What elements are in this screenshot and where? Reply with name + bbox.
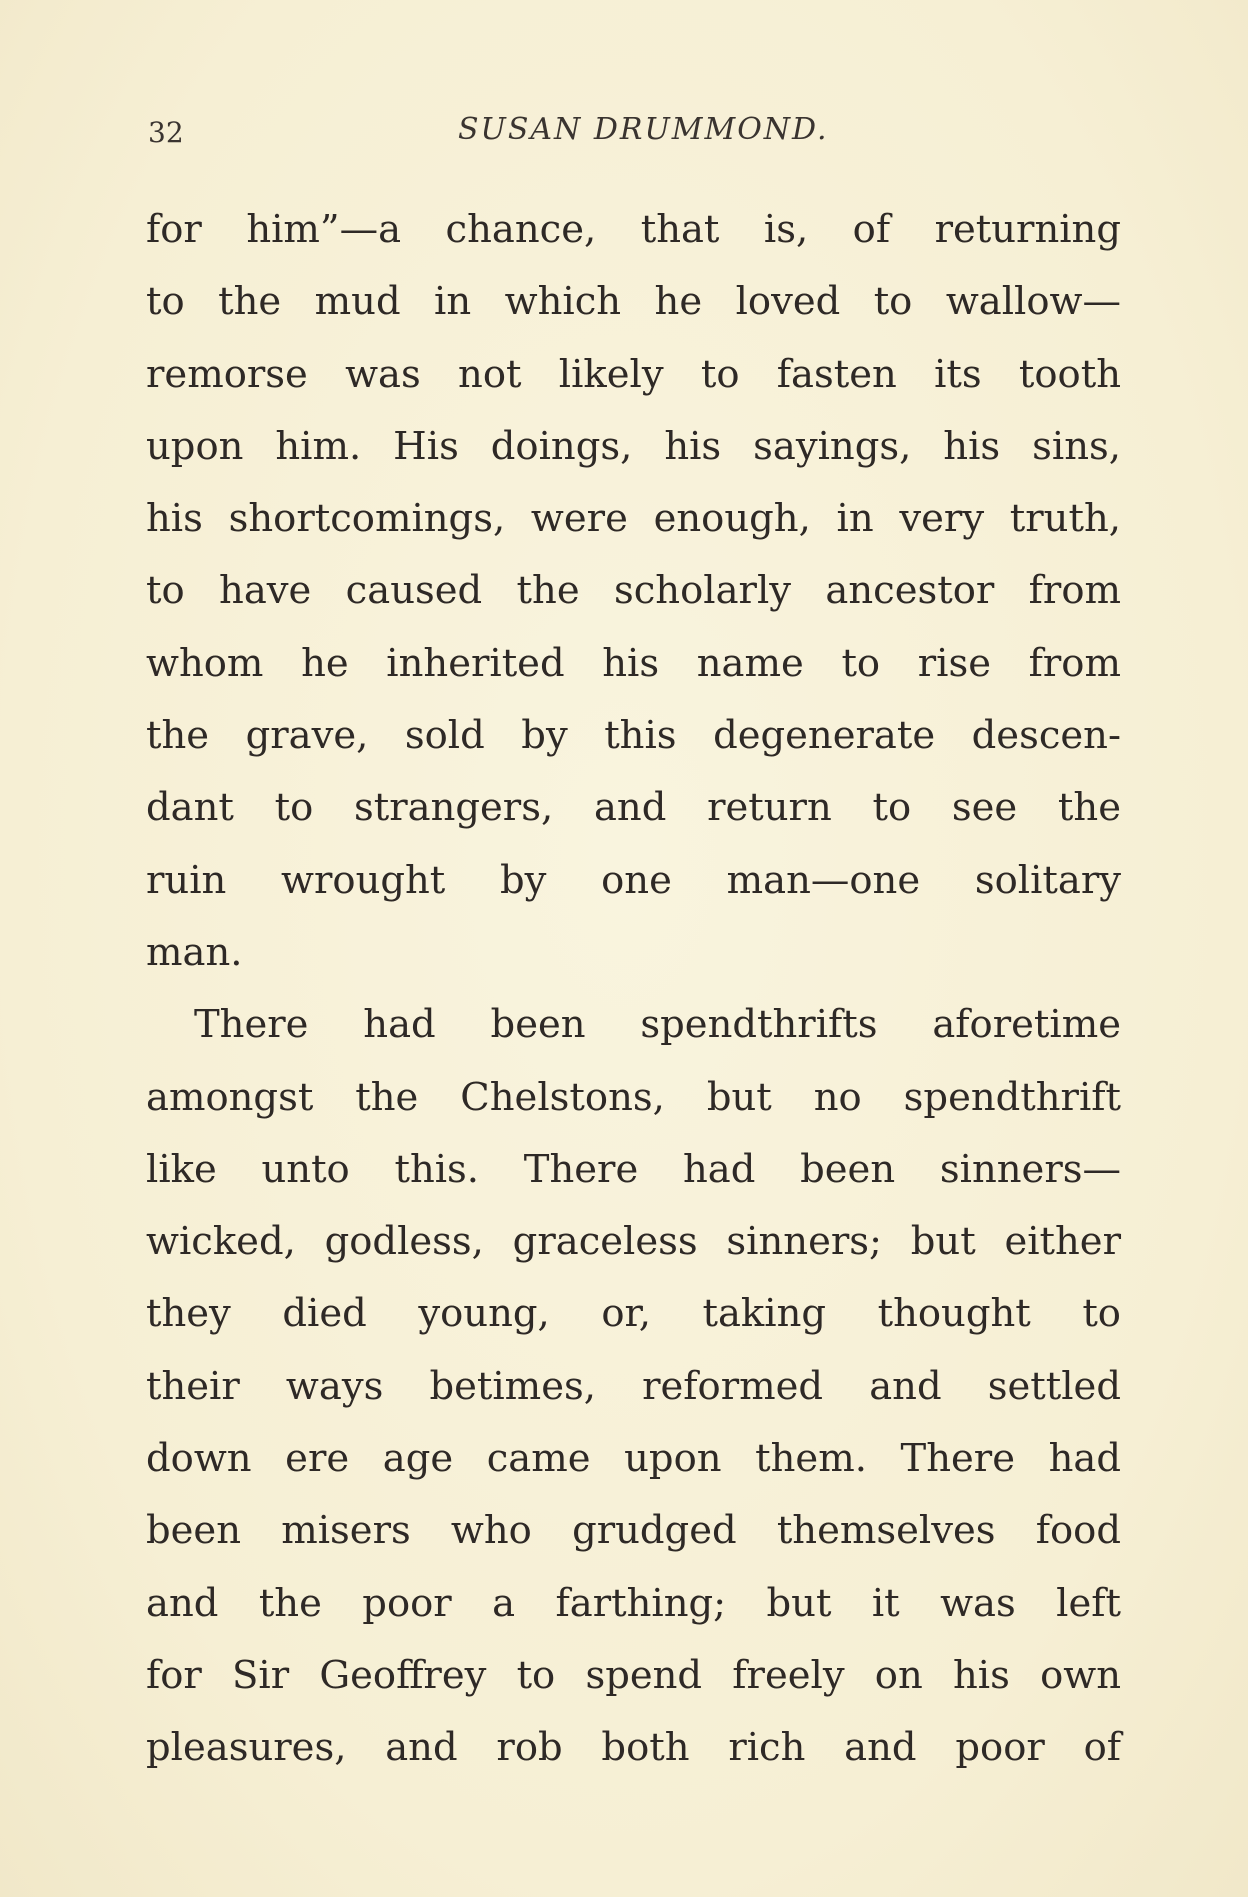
text-line: their ways betimes, reformed and settled: [146, 1363, 1121, 1409]
text-line: remorse was not likely to fasten its tooth: [146, 351, 1121, 397]
text-line: upon him. His doings, his sayings, his sins,: [146, 423, 1121, 469]
text-line: like unto this. There had been sinners—: [146, 1146, 1121, 1192]
text-line: man.: [146, 929, 243, 975]
running-head: SUSAN DRUMMOND.: [458, 112, 829, 147]
text-line: been misers who grudged themselves food: [146, 1508, 1121, 1554]
text-line: dant to strangers, and return to see the: [146, 785, 1121, 831]
text-line: for Sir Geoffrey to spend freely on his own: [146, 1652, 1121, 1698]
text-line: whom he inherited his name to rise from: [146, 640, 1121, 686]
text-line: they died young, or, taking thought to: [146, 1291, 1121, 1337]
text-line: to the mud in which he loved to wallow—: [146, 279, 1121, 325]
text-line: the grave, sold by this degenerate descen-: [146, 713, 1121, 759]
text-line: down ere age came upon them. There had: [146, 1436, 1121, 1482]
text-line: to have caused the scholarly ancestor from: [146, 568, 1121, 614]
text-line: ruin wrought by one man—one solitary: [146, 857, 1121, 903]
text-line: his shortcomings, were enough, in very truth,: [146, 496, 1121, 542]
text-line: wicked, godless, graceless sinners; but either: [146, 1219, 1121, 1265]
page-number: 32: [148, 116, 184, 149]
text-line: for him”—a chance, that is, of returning: [146, 207, 1121, 252]
text-line: and the poor a farthing; but it was left: [146, 1580, 1121, 1626]
text-line: There had been spendthrifts aforetime: [194, 1002, 1121, 1048]
page-header: [148, 112, 1118, 152]
body-text: [146, 194, 1121, 1785]
text-line: pleasures, and rob both rich and poor of: [146, 1725, 1121, 1771]
text-line: amongst the Chelstons, but no spendthrift: [146, 1074, 1121, 1120]
